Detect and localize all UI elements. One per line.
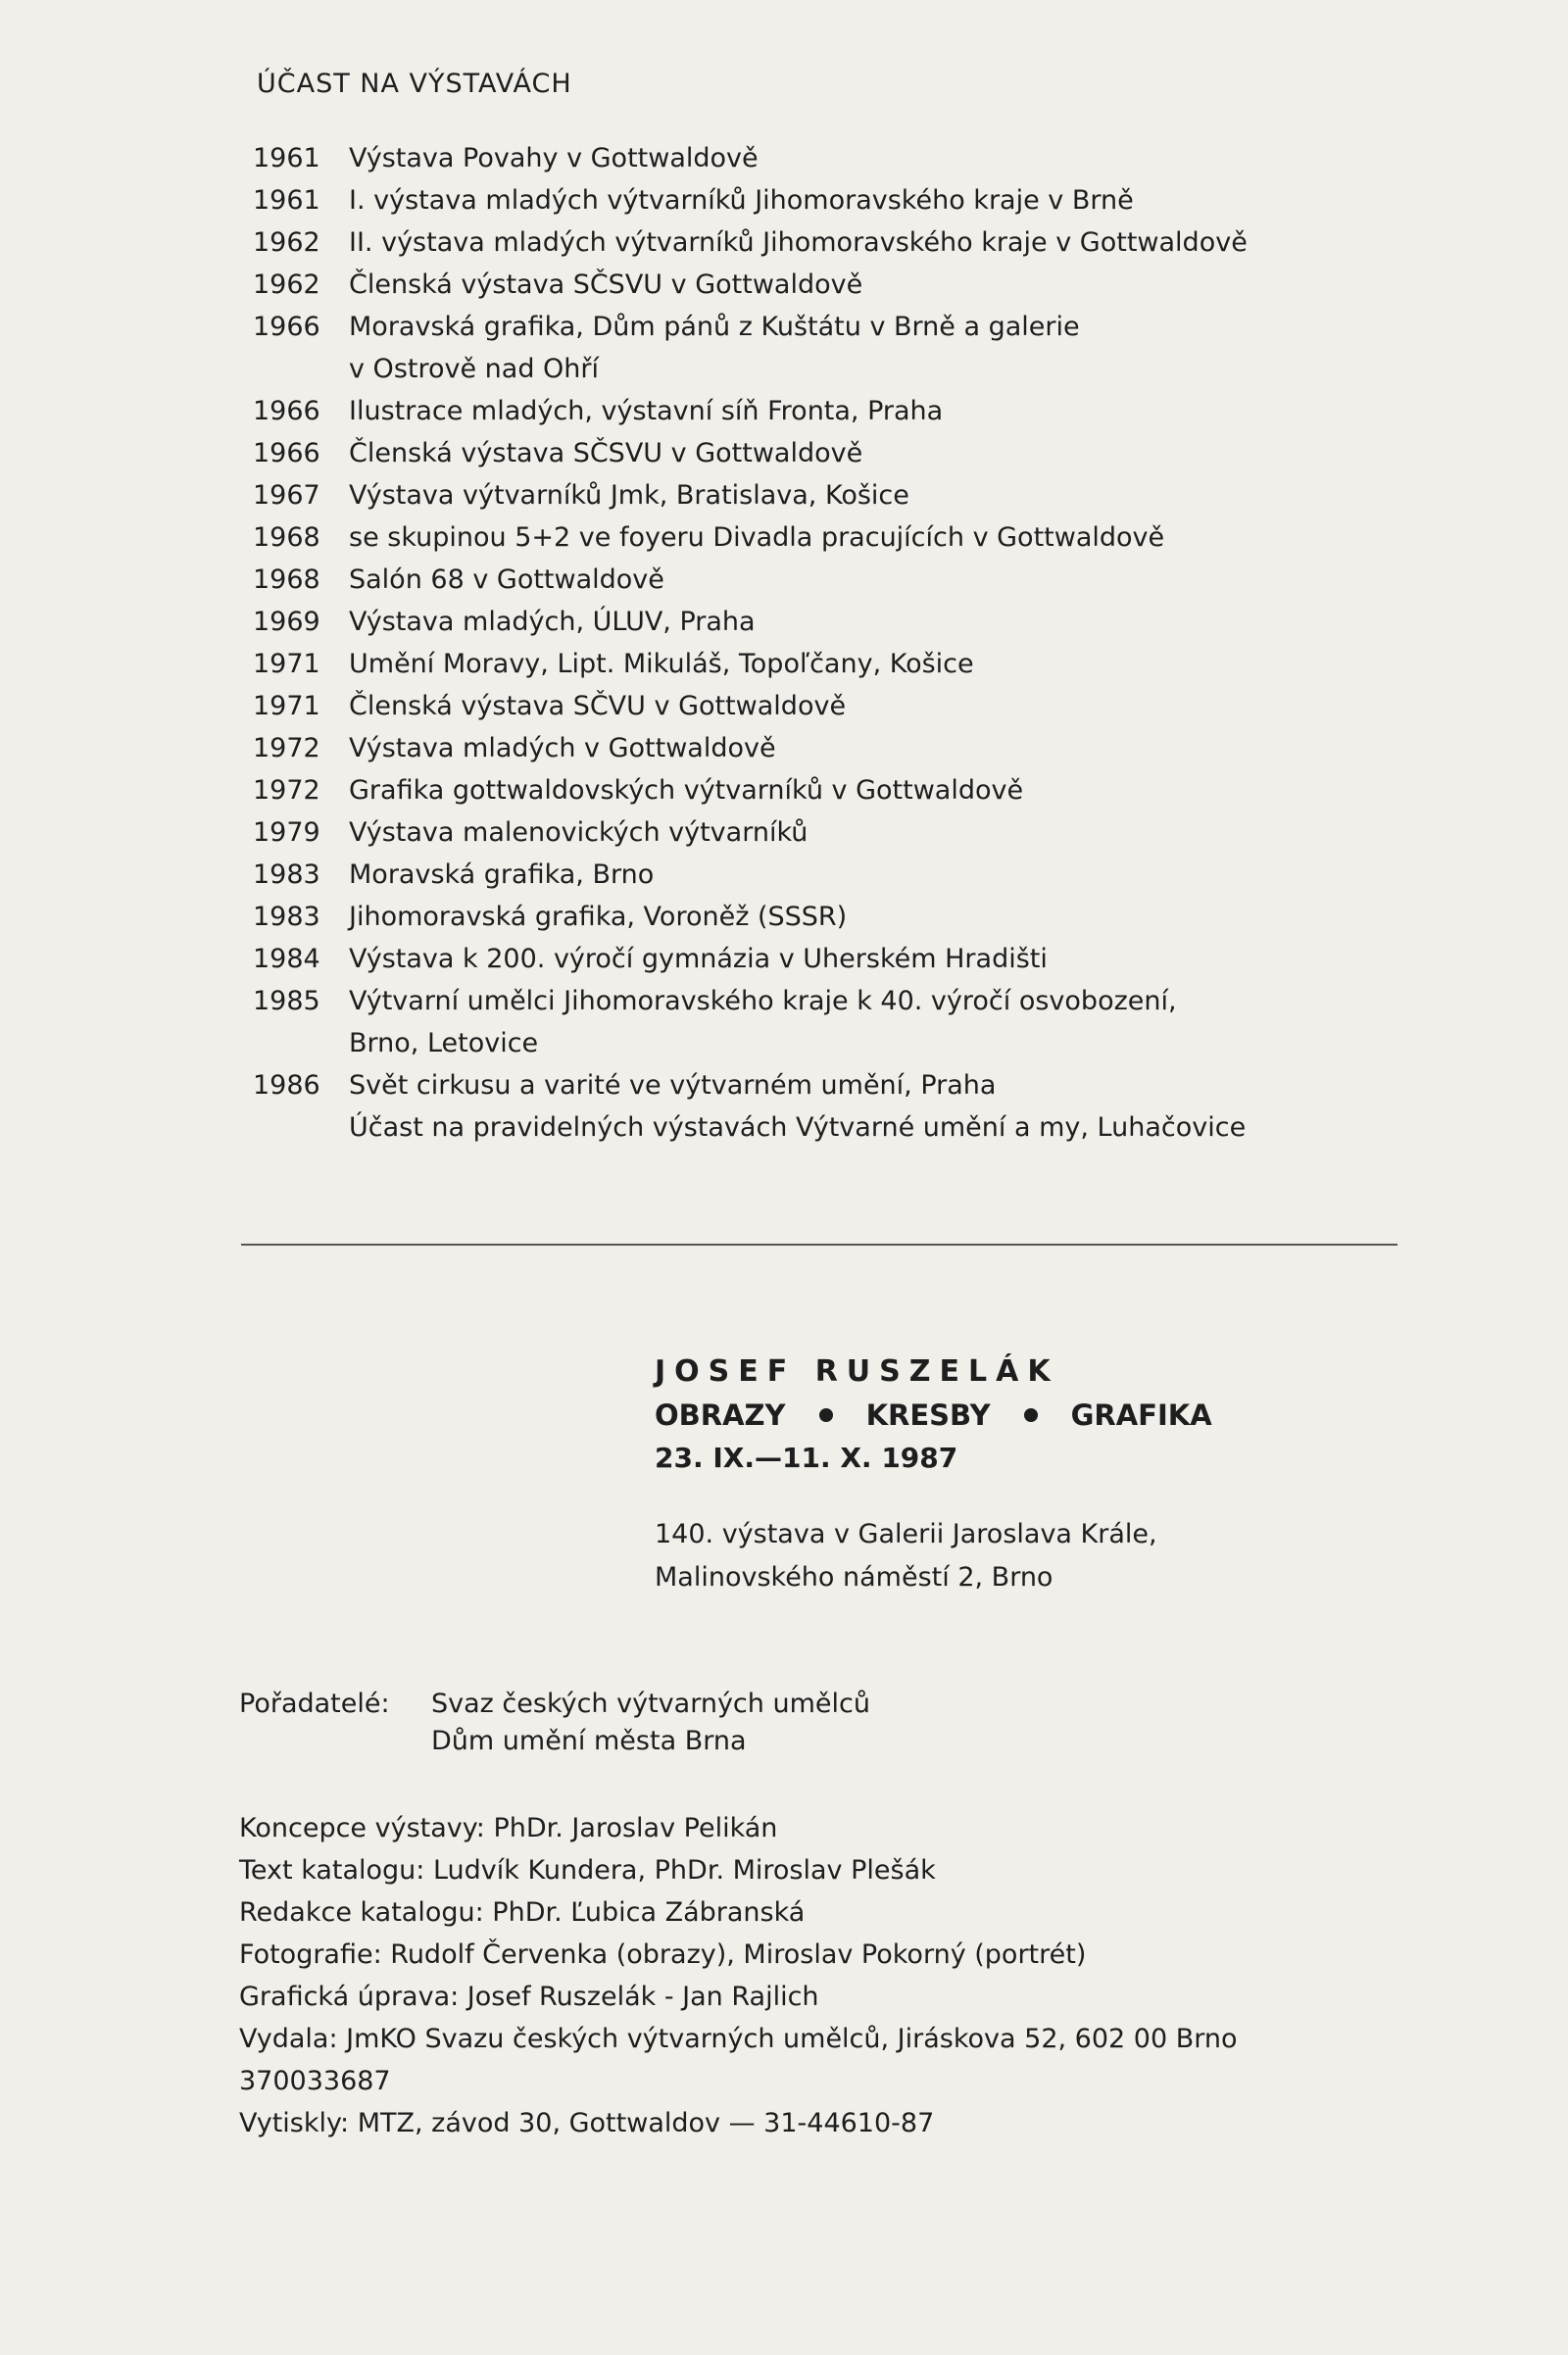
exhibition-entry — [253, 179, 1478, 221]
credit-line: Koncepce výstavy: PhDr. Jaroslav Pelikán — [239, 1813, 778, 1843]
exhibition-entry — [253, 1106, 1478, 1149]
subtitle-part: KRESBY — [865, 1398, 991, 1432]
exhibition-description: Výstava mladých v Gottwaldově — [349, 733, 776, 763]
exhibition-year: 1969 — [253, 607, 320, 637]
exhibition-year: 1966 — [253, 312, 320, 342]
exhibition-description: II. výstava mladých výtvarníků Jihomoravského kraje v Gottwaldově — [349, 227, 1248, 258]
exhibition-entry — [253, 601, 1478, 643]
exhibition-description — [349, 980, 1478, 1064]
credit-lines — [239, 1807, 1513, 2144]
exhibition-description: Členská výstava SČSVU v Gottwaldově — [349, 438, 863, 468]
exhibition-description: Účast na pravidelných výstavách Výtvarné umění a my, Luhačovice — [349, 1112, 1247, 1143]
exhibition-year: 1971 — [253, 649, 320, 679]
exhibition-year: 1971 — [253, 691, 320, 721]
exhibition-description: Členská výstava SČVU v Gottwaldově — [349, 691, 847, 721]
organizer-item: Svaz českých výtvarných umělců — [431, 1689, 870, 1719]
exhibition-description: Výstava mladých, ÚLUV, Praha — [349, 607, 756, 637]
section-heading: ÚČAST NA VÝSTAVÁCH — [257, 69, 572, 99]
venue-line: 140. výstava v Galerii Jaroslava Krále, — [655, 1519, 1157, 1549]
exhibition-entry — [253, 811, 1478, 854]
exhibition-entry — [253, 432, 1478, 474]
venue-line: Malinovského náměstí 2, Brno — [655, 1562, 1054, 1593]
bullet-dot-icon — [1024, 1408, 1038, 1422]
organizers-list — [431, 1686, 870, 1760]
subtitle-part: OBRAZY — [655, 1398, 786, 1432]
exhibition-entry — [253, 1064, 1478, 1106]
exhibition-description: se skupinou 5+2 ve foyeru Divadla pracujících v Gottwaldově — [349, 522, 1165, 553]
exhibition-description-line: v Ostrově nad Ohří — [349, 354, 600, 384]
exhibition-year: 1966 — [253, 396, 320, 426]
exhibition-year — [253, 1106, 349, 1149]
credit-line: Vytiskly: MTZ, závod 30, Gottwaldov — 31-44610-87 — [239, 2108, 935, 2138]
credit-line: Text katalogu: Ludvík Kundera, PhDr. Miroslav Plešák — [239, 1855, 936, 1886]
exhibition-description: Svět cirkusu a varité ve výtvarném umění, Praha — [349, 1070, 997, 1101]
exhibition-year: 1984 — [253, 944, 320, 974]
artist-name: JOSEF RUSZELÁK — [655, 1354, 1059, 1389]
exhibition-entry — [253, 516, 1478, 559]
exhibition-year: 1986 — [253, 1070, 320, 1101]
exhibition-description: Jihomoravská grafika, Voroněž (SSSR) — [349, 902, 848, 932]
exhibition-entry — [253, 769, 1478, 811]
exhibition-entry — [253, 221, 1478, 264]
exhibition-description: Salón 68 v Gottwaldově — [349, 564, 664, 595]
exhibition-year: 1968 — [253, 564, 320, 595]
exhibition-description: I. výstava mladých výtvarníků Jihomoravského kraje v Brně — [349, 185, 1134, 216]
credit-line: Grafická úprava: Josef Ruszelák - Jan Rajlich — [239, 1982, 819, 2012]
exhibition-list — [253, 137, 1478, 1149]
exhibition-description: Výstava Povahy v Gottwaldově — [349, 143, 759, 173]
exhibition-year: 1961 — [253, 143, 320, 173]
exhibition-description: Umění Moravy, Lipt. Mikuláš, Topoľčany, Košice — [349, 649, 974, 679]
exhibition-entry — [253, 685, 1478, 727]
exhibition-entry — [253, 306, 1478, 390]
exhibition-description: Výstava výtvarníků Jmk, Bratislava, Košice — [349, 480, 909, 511]
credit-line: Vydala: JmKO Svazu českých výtvarných umělců, Jiráskova 52, 602 00 Brno — [239, 2024, 1238, 2054]
exhibition-description: Moravská grafika, Brno — [349, 859, 655, 890]
exhibition-year: 1983 — [253, 902, 320, 932]
exhibition-entry — [253, 896, 1478, 938]
exhibition-description: Výstava malenovických výtvarníků — [349, 817, 808, 848]
bullet-dot-icon — [819, 1408, 833, 1422]
exhibition-entry — [253, 727, 1478, 769]
credit-line: Fotografie: Rudolf Červenka (obrazy), Miroslav Pokorný (portrét) — [239, 1939, 1087, 1970]
exhibition-year: 1972 — [253, 775, 320, 806]
exhibition-year: 1983 — [253, 859, 320, 890]
exhibition-entry — [253, 559, 1478, 601]
credits-block — [239, 1686, 1513, 2144]
exhibition-dates: 23. IX.—11. X. 1987 — [655, 1442, 958, 1474]
exhibition-description: Výstava k 200. výročí gymnázia v Uherském Hradišti — [349, 944, 1048, 974]
exhibition-description-line: Výtvarní umělci Jihomoravského kraje k 40. výročí osvobození, — [349, 986, 1177, 1016]
exhibition-entry — [253, 938, 1478, 980]
exhibition-description: Členská výstava SČSVU v Gottwaldově — [349, 270, 863, 300]
exhibition-description-line: Moravská grafika, Dům pánů z Kuštátu v Brně a galerie — [349, 312, 1080, 342]
exhibition-description: Ilustrace mladých, výstavní síň Fronta, Praha — [349, 396, 944, 426]
organizers-label: Pořadatelé: — [239, 1689, 390, 1719]
exhibition-entry — [253, 643, 1478, 685]
section-divider — [241, 1244, 1397, 1246]
organizer-item: Dům umění města Brna — [431, 1726, 747, 1756]
exhibition-entry — [253, 390, 1478, 432]
credit-line: 370033687 — [239, 2066, 391, 2096]
exhibition-description: Grafika gottwaldovských výtvarníků v Gottwaldově — [349, 775, 1024, 806]
credit-line: Redakce katalogu: PhDr. Ľubica Zábranská — [239, 1897, 806, 1928]
exhibition-year: 1979 — [253, 817, 320, 848]
venue-info — [655, 1513, 1537, 1599]
exhibition-entry — [253, 854, 1478, 896]
exhibition-description-line: Brno, Letovice — [349, 1028, 539, 1058]
exhibition-year: 1968 — [253, 522, 320, 553]
exhibition-year: 1985 — [253, 986, 320, 1016]
organizers — [239, 1686, 1513, 1760]
exhibition-entry — [253, 264, 1478, 306]
catalog-subtitle — [655, 1394, 1537, 1437]
exhibition-year: 1962 — [253, 270, 320, 300]
exhibition-year: 1967 — [253, 480, 320, 511]
exhibition-entry — [253, 474, 1478, 516]
exhibition-year: 1961 — [253, 185, 320, 216]
exhibition-year: 1962 — [253, 227, 320, 258]
exhibition-description — [349, 306, 1478, 390]
exhibition-entry — [253, 137, 1478, 179]
subtitle-part: GRAFIKA — [1070, 1398, 1212, 1432]
exhibition-year: 1972 — [253, 733, 320, 763]
exhibition-year: 1966 — [253, 438, 320, 468]
exhibition-entry — [253, 980, 1478, 1064]
catalog-title-block — [655, 1350, 1537, 1599]
